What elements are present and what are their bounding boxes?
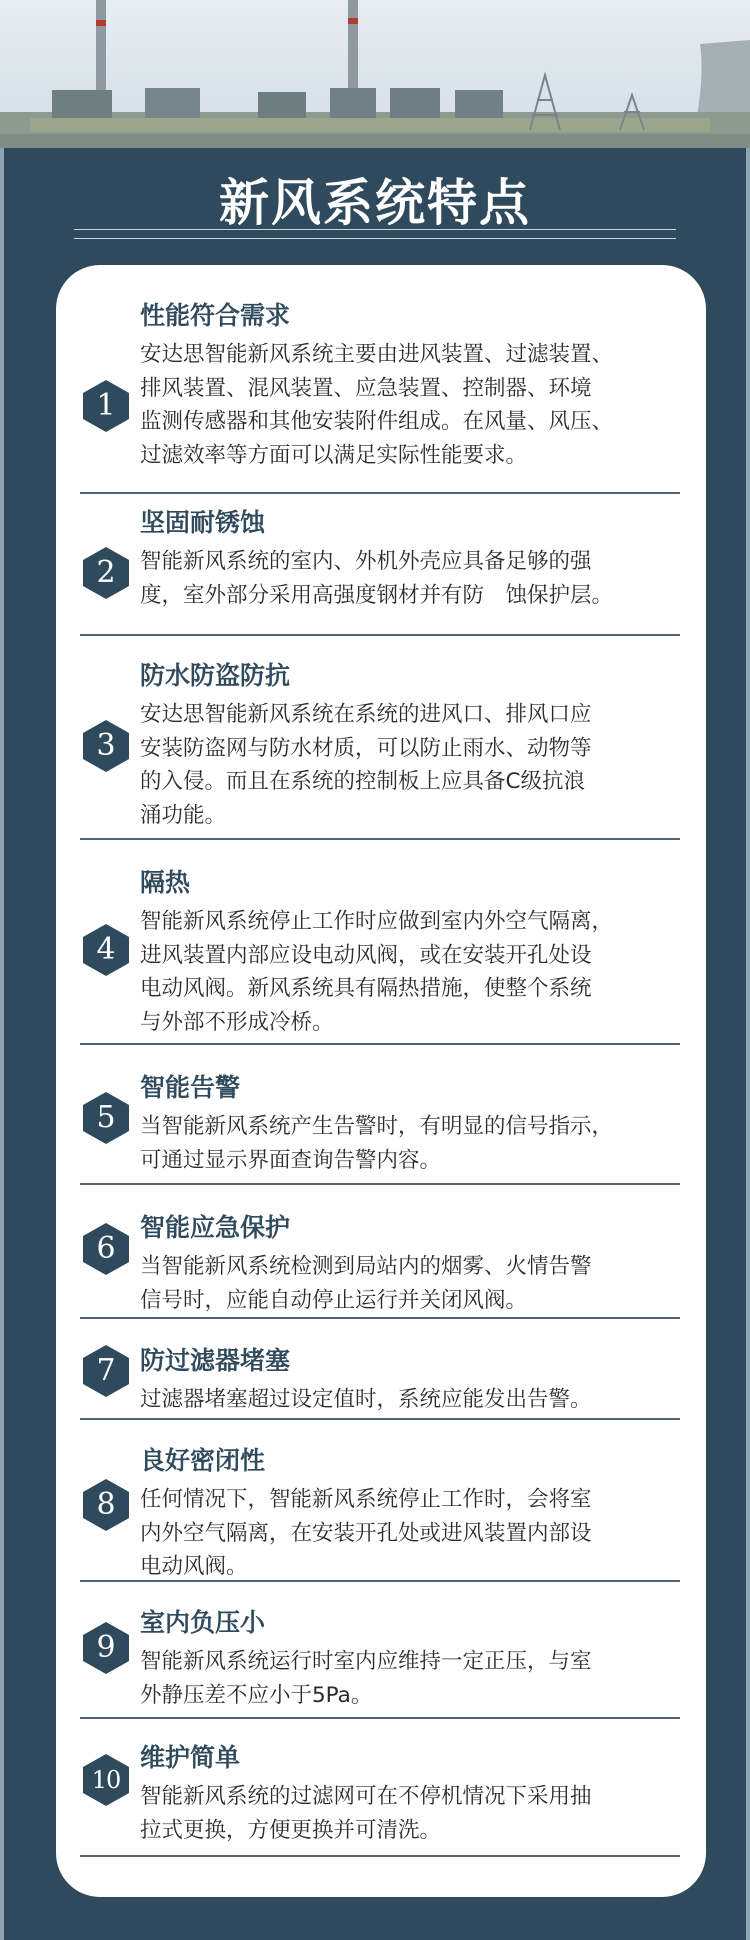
- feature-divider: [80, 1317, 680, 1319]
- feature-description: [140, 905, 680, 1039]
- page-title: 新风系统特点: [219, 174, 531, 232]
- feature-description-line: 电动风阀。: [140, 1554, 248, 1579]
- feature-description-line: 当智能新风系统产生告警时，有明显的信号指示，: [140, 1114, 614, 1139]
- feature-number: 9: [96, 1630, 116, 1665]
- feature-heading: 坚固耐锈蚀: [140, 508, 266, 537]
- feature-heading: 防水防盗防抗: [140, 661, 291, 690]
- feature-description: [140, 545, 680, 612]
- feature-number: 5: [96, 1100, 116, 1135]
- feature-description-line: 拉式更换，方便更换并可清洗。: [140, 1817, 442, 1843]
- number-hexagon-badge: [80, 545, 132, 601]
- feature-description-line: 监测传感器和其他安装附件组成。在风量、风压、: [140, 409, 614, 434]
- feature-description: [140, 338, 680, 472]
- feature-number: 6: [96, 1231, 116, 1266]
- feature-description-line: 外静压差不应小于5Pa。: [140, 1682, 373, 1708]
- number-hexagon-badge: [80, 378, 132, 434]
- feature-description: [140, 1780, 680, 1847]
- feature-description-line: 当智能新风系统检测到局站内的烟雾、火情告警: [140, 1254, 592, 1279]
- feature-number: 1: [96, 388, 116, 423]
- title-underline: [74, 229, 676, 230]
- feature-heading: 隔热: [140, 868, 191, 897]
- feature-description-line: 智能新风系统停止工作时应做到室内外空气隔离，: [140, 909, 614, 934]
- feature-description-line: 的入侵。而且在系统的控制板上应具备C级抗浪: [140, 769, 586, 794]
- feature-heading: 室内负压小: [140, 1608, 266, 1637]
- feature-number: 3: [96, 728, 116, 763]
- feature-description: [140, 1250, 680, 1317]
- feature-heading: 防过滤器堵塞: [140, 1346, 291, 1375]
- feature-description-line: 内外空气隔离，在安装开孔处或进风装置内部设: [140, 1520, 592, 1546]
- feature-description-line: 智能新风系统的室内、外机外壳应具备足够的强: [140, 549, 592, 574]
- feature-description-line: 过滤器堵塞超过设定值时，系统应能发出告警。: [140, 1387, 592, 1412]
- feature-divider: [80, 1043, 680, 1045]
- feature-divider: [80, 492, 680, 494]
- feature-heading: 性能符合需求: [140, 301, 291, 330]
- feature-description-line: 过滤效率等方面可以满足实际性能要求。: [140, 442, 528, 468]
- feature-number: 8: [96, 1487, 116, 1522]
- feature-number: 4: [96, 932, 116, 967]
- feature-divider: [80, 1183, 680, 1185]
- feature-description-line: 与外部不形成冷桥。: [140, 1009, 334, 1035]
- feature-number: 2: [96, 555, 116, 590]
- feature-divider: [80, 1717, 680, 1719]
- feature-divider: [80, 634, 680, 636]
- feature-heading: 智能应急保护: [140, 1213, 291, 1242]
- feature-divider: [80, 838, 680, 840]
- feature-description-line: 智能新风系统的过滤网可在不停机情况下采用抽: [140, 1784, 592, 1809]
- feature-description-line: 任何情况下，智能新风系统停止工作时，会将室: [140, 1487, 592, 1512]
- title-underline-secondary: [74, 238, 676, 239]
- feature-divider: [80, 1855, 680, 1857]
- feature-divider: [80, 1580, 680, 1582]
- feature-description-line: 进风装置内部应设电动风阀，或在安装开孔处设: [140, 942, 592, 968]
- feature-description-line: 安达思智能新风系统在系统的进风口、排风口应: [140, 702, 592, 727]
- feature-description-line: 电动风阀。新风系统具有隔热措施，使整个系统: [140, 976, 592, 1001]
- feature-description-line: 可通过显示界面查询告警内容。: [140, 1147, 442, 1173]
- feature-description-line: 智能新风系统运行时室内应维持一定正压，与室: [140, 1649, 592, 1674]
- feature-description: [140, 1383, 680, 1417]
- number-hexagon-badge: [80, 1090, 132, 1146]
- number-hexagon-badge: [80, 1620, 132, 1676]
- feature-description: [140, 1110, 680, 1177]
- number-hexagon-badge: [80, 1221, 132, 1277]
- feature-description-line: 安达思智能新风系统主要由进风装置、过滤装置、: [140, 342, 614, 367]
- feature-heading: 良好密闭性: [140, 1446, 266, 1475]
- number-hexagon-badge: [80, 922, 132, 978]
- feature-heading: 智能告警: [140, 1073, 241, 1102]
- feature-description-line: 信号时，应能自动停止运行并关闭风阀。: [140, 1287, 528, 1313]
- feature-number: 10: [91, 1766, 121, 1794]
- header-photo-power-plant: [0, 0, 750, 150]
- number-hexagon-badge: [80, 718, 132, 774]
- feature-description-line: 安装防盗网与防水材质，可以防止雨水、动物等: [140, 735, 592, 761]
- power-plant-illustration: [0, 0, 750, 150]
- feature-description-line: 度，室外部分采用高强度钢材并有防 蚀保护层。: [140, 582, 614, 608]
- feature-description: [140, 698, 680, 832]
- number-hexagon-badge: [80, 1752, 132, 1808]
- feature-description: [140, 1645, 680, 1712]
- feature-divider: [80, 1418, 680, 1420]
- feature-number: 7: [96, 1353, 116, 1388]
- feature-description-line: 排风装置、混风装置、应急装置、控制器、环境: [140, 375, 592, 401]
- number-hexagon-badge: [80, 1343, 132, 1399]
- feature-heading: 维护简单: [140, 1743, 241, 1772]
- number-hexagon-badge: [80, 1477, 132, 1533]
- feature-description-line: 涌功能。: [140, 802, 227, 828]
- feature-description: [140, 1483, 680, 1584]
